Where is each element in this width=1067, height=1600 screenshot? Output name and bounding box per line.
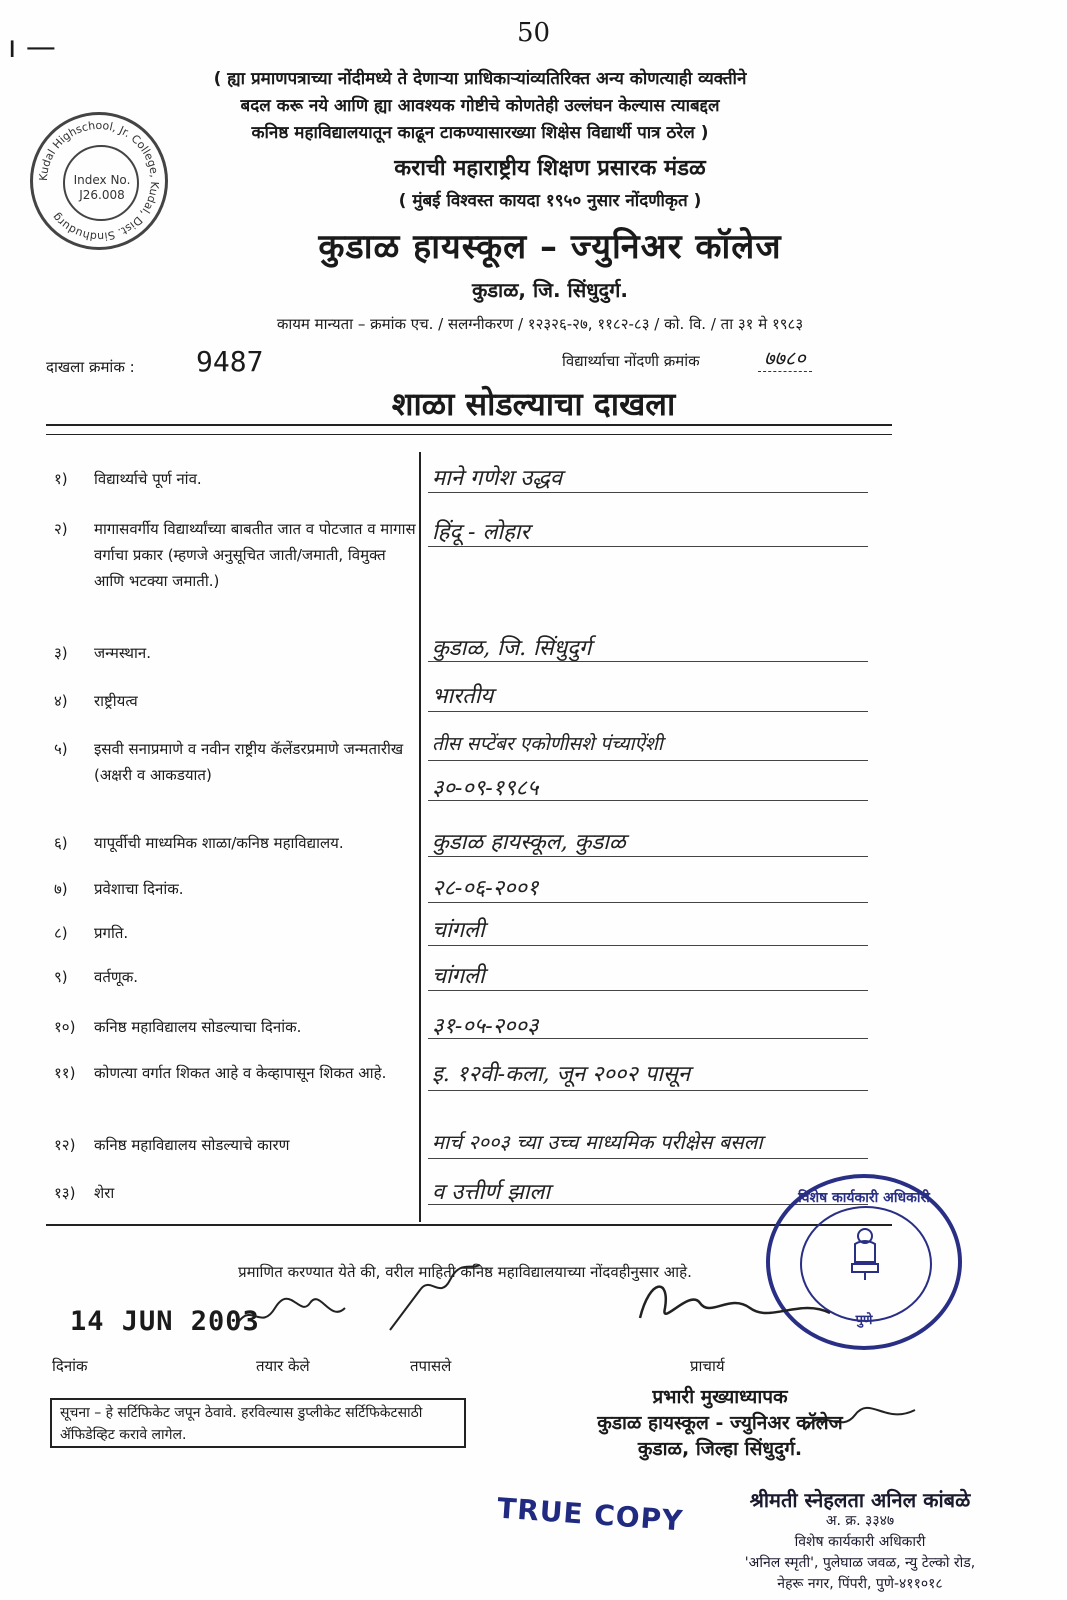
society-name: कराची महाराष्ट्रीय शिक्षण प्रसारक मंडळ	[394, 156, 706, 181]
seal-ring-text: विशेष कार्यकारी अधिकारी	[798, 1190, 930, 1206]
attesting-address-2: नेहरू नगर, पिंपरी, पुणे-४११०१८	[777, 1576, 943, 1592]
field-value-dob-digits: ३०-०९-१९८५	[432, 776, 539, 801]
value-underline	[428, 760, 868, 761]
field-label: ६) यापूर्वीची माध्यमिक शाळा/कनिष्ठ महाविद्यालय.	[54, 834, 344, 852]
field-label: ८) प्रगति.	[54, 924, 129, 942]
student-reg-label: विद्यार्थ्याचा नोंदणी क्रमांक	[562, 352, 700, 370]
attesting-officer-name: श्रीमती स्नेहलता अनिल कांबळे	[749, 1488, 971, 1512]
prepared-label: तयार केले	[256, 1357, 310, 1375]
value-underline	[428, 856, 868, 857]
value-underline	[428, 1038, 868, 1039]
field-label: २) मागासवर्गीय विद्यार्थ्यांच्या बाबतीत जात व पोटजात व मागास वर्गाचा प्रकार (म्हणजे अनुसूचित जाती/जमाती, विमुक्त आणि भटक्या जमाती.)	[54, 520, 416, 590]
value-underline	[428, 492, 868, 493]
checked-label: तपासले	[410, 1357, 452, 1375]
margin-mark: ı —	[8, 30, 56, 65]
value-underline	[428, 990, 868, 991]
attesting-reg-no: अ. क्र. ३३४७	[825, 1513, 895, 1529]
checked-signature	[380, 1260, 490, 1340]
field-value-caste: हिंदू - लोहार	[432, 520, 530, 545]
field-value-progress: चांगली	[432, 918, 485, 943]
field-label: ९) वर्तणूक.	[54, 968, 139, 986]
field-label: १०) कनिष्ठ महाविद्यालय सोडल्याचा दिनांक.	[54, 1018, 302, 1036]
seal-center-text: Index No. J26.008	[73, 173, 131, 202]
principal-label: प्राचार्य	[690, 1357, 725, 1375]
field-value-conduct: चांगली	[432, 964, 485, 989]
value-underline	[428, 711, 868, 712]
disclaimer	[100, 66, 860, 147]
field-value-remarks: व उत्तीर्ण झाला	[432, 1180, 551, 1205]
issue-date-stamp: 14 JUN 2003	[70, 1306, 260, 1337]
page-number: 50	[516, 18, 551, 48]
value-underline	[428, 1090, 868, 1091]
seal-city: पुणे	[855, 1313, 873, 1328]
college-address: कुडाळ, जि. सिंधुदुर्ग.	[471, 278, 629, 302]
registration-note: ( मुंबई विश्वस्त कायदा १९५० नुसार नोंदणीकृत )	[398, 191, 702, 211]
field-label: १२) कनिष्ठ महाविद्यालय सोडल्याचे कारण	[54, 1136, 290, 1154]
field-label: १३) शेरा	[54, 1184, 115, 1202]
certificate-number-label: दाखला क्रमांक :	[46, 358, 135, 376]
field-label: ४) राष्ट्रीयत्व	[54, 692, 138, 710]
document-title: शाळा सोडल्याचा दाखला	[391, 385, 676, 423]
disclaimer-line: कनिष्ठ महाविद्यालयातून काढून टाकण्यासारख्या शिक्षेस विद्यार्थी पात्र ठरेल )	[251, 123, 709, 143]
value-underline	[428, 902, 868, 903]
field-value-class: इ. १२वी-कला, जून २००२ पासून	[432, 1062, 691, 1087]
college-name: कुडाळ हायस्कूल – ज्युनिअर कॉलेज	[318, 227, 782, 267]
field-label: ५) इसवी सनाप्रमाणे व नवीन राष्ट्रीय कॅलेंडरप्रमाणे जन्मतारीख (अक्षरी व आकडयात)	[54, 740, 404, 784]
field-value-birthplace: कुडाळ, जि. सिंधुदुर्ग	[432, 636, 592, 661]
attesting-designation: विशेष कार्यकारी अधिकारी	[794, 1534, 926, 1550]
date-label: दिनांक	[52, 1357, 88, 1375]
certification-statement: प्रमाणित करण्यात येते की, वरील माहिती कनिष्ठ महाविद्यालयाच्या नोंदवहीनुसार आहे.	[238, 1263, 692, 1281]
field-value-dob-words: तीस सप्टेंबर एकोणीसशे पंच्याऐंशी	[432, 733, 663, 755]
title-rule-thin	[46, 434, 892, 435]
certificate-number: 9487	[196, 345, 264, 378]
recognition-line: कायम मान्यता – क्रमांक एच. / सलग्नीकरण / १२३२६-२७, ११८२-८३ / को. वि. / ता ३१ मे १९८३	[276, 315, 804, 333]
disclaimer-line: ( ह्या प्रमाणपत्राच्या नोंदीमध्ये ते देणाऱ्या प्राधिकाऱ्यांव्यतिरिक्त अन्य कोणत्याही व्यक्तीने	[213, 69, 747, 89]
column-divider	[419, 452, 421, 1222]
field-label: १) विद्यार्थ्याचे पूर्ण नांव.	[54, 470, 202, 488]
value-underline	[428, 945, 868, 946]
value-underline	[428, 1158, 868, 1159]
national-emblem-icon	[848, 1226, 882, 1282]
principal-signature	[630, 1268, 840, 1338]
title-rule	[46, 424, 892, 426]
value-underline	[428, 546, 868, 547]
prepared-signature	[230, 1288, 350, 1338]
bottom-rule	[46, 1224, 892, 1226]
principal-stamp: प्रभारी मुख्याध्यापक कुडाळ हायस्कूल - ज्युनिअर कॉलेज कुडाळ, जिल्हा सिंधुदुर्ग.	[597, 1386, 843, 1460]
field-value-admission-date: २८-०६-२००१	[432, 876, 539, 901]
value-underline	[428, 800, 868, 801]
student-reg-number: ७७८०	[758, 344, 812, 372]
field-value-previous-school: कुडाळ हायस्कूल, कुडाळ	[432, 830, 626, 855]
svg-text:Kudal Highschool, Jr. College,: Kudal Highschool, Jr. College, Kudal, Dist. Sindhudurg	[36, 118, 162, 244]
field-label: ७) प्रवेशाचा दिनांक.	[54, 880, 184, 898]
field-label: ११) कोणत्या वर्गात शिकत आहे व केव्हापासून शिकत आहे.	[54, 1064, 387, 1082]
field-value-leaving-date: ३१-०५-२००३	[432, 1014, 539, 1039]
disclaimer-line: बदल करू नये आणि ह्या आवश्यक गोष्टीचे कोणतेही उल्लंघन केल्यास त्याबद्दल	[240, 96, 720, 116]
field-value-nationality: भारतीय	[432, 684, 494, 709]
field-label: ३) जन्मस्थान.	[54, 644, 151, 662]
field-value-name: माने गणेश उद्धव	[432, 466, 563, 491]
field-value-reason: मार्च २००३ च्या उच्च माध्यमिक परीक्षेस बसला	[432, 1130, 763, 1154]
value-underline	[428, 661, 868, 662]
attesting-address: 'अनिल स्मृती', पुलेघाळ जवळ, न्यु टेल्को रोड,	[744, 1555, 976, 1571]
true-copy-stamp: TRUE COPY	[496, 1491, 685, 1538]
notice-box: सूचना – हे सर्टिफिकेट जपून ठेवावे. हरविल्यास डुप्लीकेट सर्टिफिकेटसाठी ॲफिडेव्हिट करावे लागेल.	[50, 1398, 466, 1448]
attestation-stamp	[680, 1490, 1040, 1595]
